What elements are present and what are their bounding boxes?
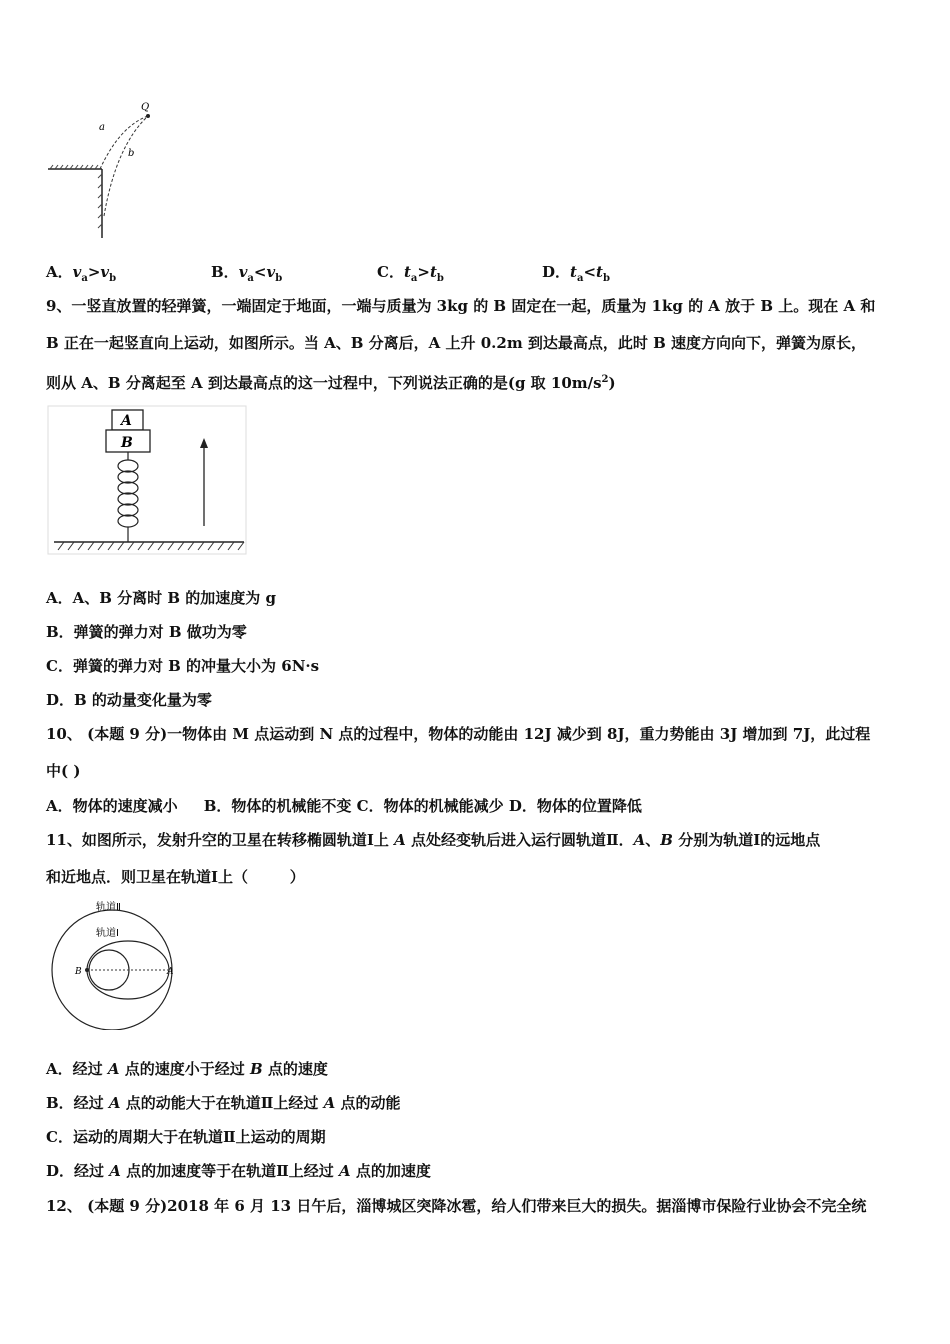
q9-spring xyxy=(118,460,138,527)
q11-label-orbit1: 轨道Ⅰ xyxy=(96,928,119,939)
q9-block-b-label: B xyxy=(121,435,133,451)
q11-label-b: B xyxy=(75,967,82,977)
q11-option-c: C．运动的周期大于在轨道Ⅱ上运动的周期 xyxy=(46,1128,326,1146)
q12-stem-line1: 12、 (本题 9 分)2018 年 6 月 13 日午后，淄博城区突降冰雹，给人们带来巨大的损失。据淄博市保险行业协会不完全统 xyxy=(46,1197,867,1215)
q11-option-a: A．经过 A 点的速度小于经过 B 点的速度 xyxy=(46,1060,328,1078)
q9-stem-line2: B 正在一起竖直向上运动，如图所示。当 A、B 分离后，A 上升 0.2m 到达最高点，此时 B 速度方向向下，弹簧为原长， xyxy=(46,334,867,352)
q9-stem-line3: 则从 A、B 分离起至 A 到达最高点的这一过程中，下列说法正确的是(g 取 $10m/s^2$) xyxy=(46,374,616,392)
q8-option-d: D．$t_a<t_b$ xyxy=(542,263,610,284)
q8-trajectory-figure xyxy=(40,96,170,244)
q8-label-a: a xyxy=(99,122,105,133)
q10-options: A．物体的速度减小 B．物体的机械能不变 C．物体的机械能减少 D．物体的位置降低 xyxy=(46,797,642,815)
q9-stem-line1: 9、一竖直放置的轻弹簧，一端固定于地面，一端与质量为 3kg 的 B 固定在一起，质量为 1kg 的 A 放于 B 上。现在 A 和 xyxy=(46,297,876,315)
q11-option-d: D．经过 A 点的加速度等于在轨道Ⅱ上经过 A 点的加速度 xyxy=(46,1162,431,1180)
q8-label-q: Q xyxy=(141,102,150,113)
q11-stem-line1: 11、如图所示，发射升空的卫星在转移椭圆轨道Ⅰ上 A 点处经变轨后进入运行圆轨道Ⅱ．A、B 分别为轨道Ⅰ的远地点 xyxy=(46,831,821,849)
q9-option-c: C．弹簧的弹力对 B 的冲量大小为 6N·s xyxy=(46,657,320,675)
q8-option-c: C．$t_a>t_b$ xyxy=(377,263,444,284)
q9-option-b: B．弹簧的弹力对 B 做功为零 xyxy=(46,623,247,641)
q9-option-d: D．B 的动量变化量为零 xyxy=(46,691,212,709)
q11-label-a: A xyxy=(167,967,174,977)
q11-orbit-figure xyxy=(44,898,180,1030)
q10-stem-line2: 中( ) xyxy=(46,762,81,780)
q8-label-b: b xyxy=(128,148,135,159)
q11-label-orbit2: 轨道Ⅱ xyxy=(96,902,121,913)
q8-option-a: A．$v_a>v_b$ xyxy=(46,263,117,284)
q8-option-b: B．$v_a<v_b$ xyxy=(211,263,283,284)
q9-spring-figure xyxy=(46,404,250,558)
q11-option-b: B．经过 A 点的动能大于在轨道Ⅱ上经过 A 点的动能 xyxy=(46,1094,401,1112)
q11-stem-line2: 和近地点．则卫星在轨道Ⅰ上（ ） xyxy=(46,868,305,886)
q10-stem-line1: 10、 (本题 9 分)一物体由 M 点运动到 N 点的过程中，物体的动能由 12J 减少到 8J，重力势能由 3J 增加到 7J，此过程 xyxy=(46,725,871,743)
q9-block-a-label: A xyxy=(121,413,132,429)
q9-option-a: A．A、B 分离时 B 的加速度为 g xyxy=(46,589,277,607)
